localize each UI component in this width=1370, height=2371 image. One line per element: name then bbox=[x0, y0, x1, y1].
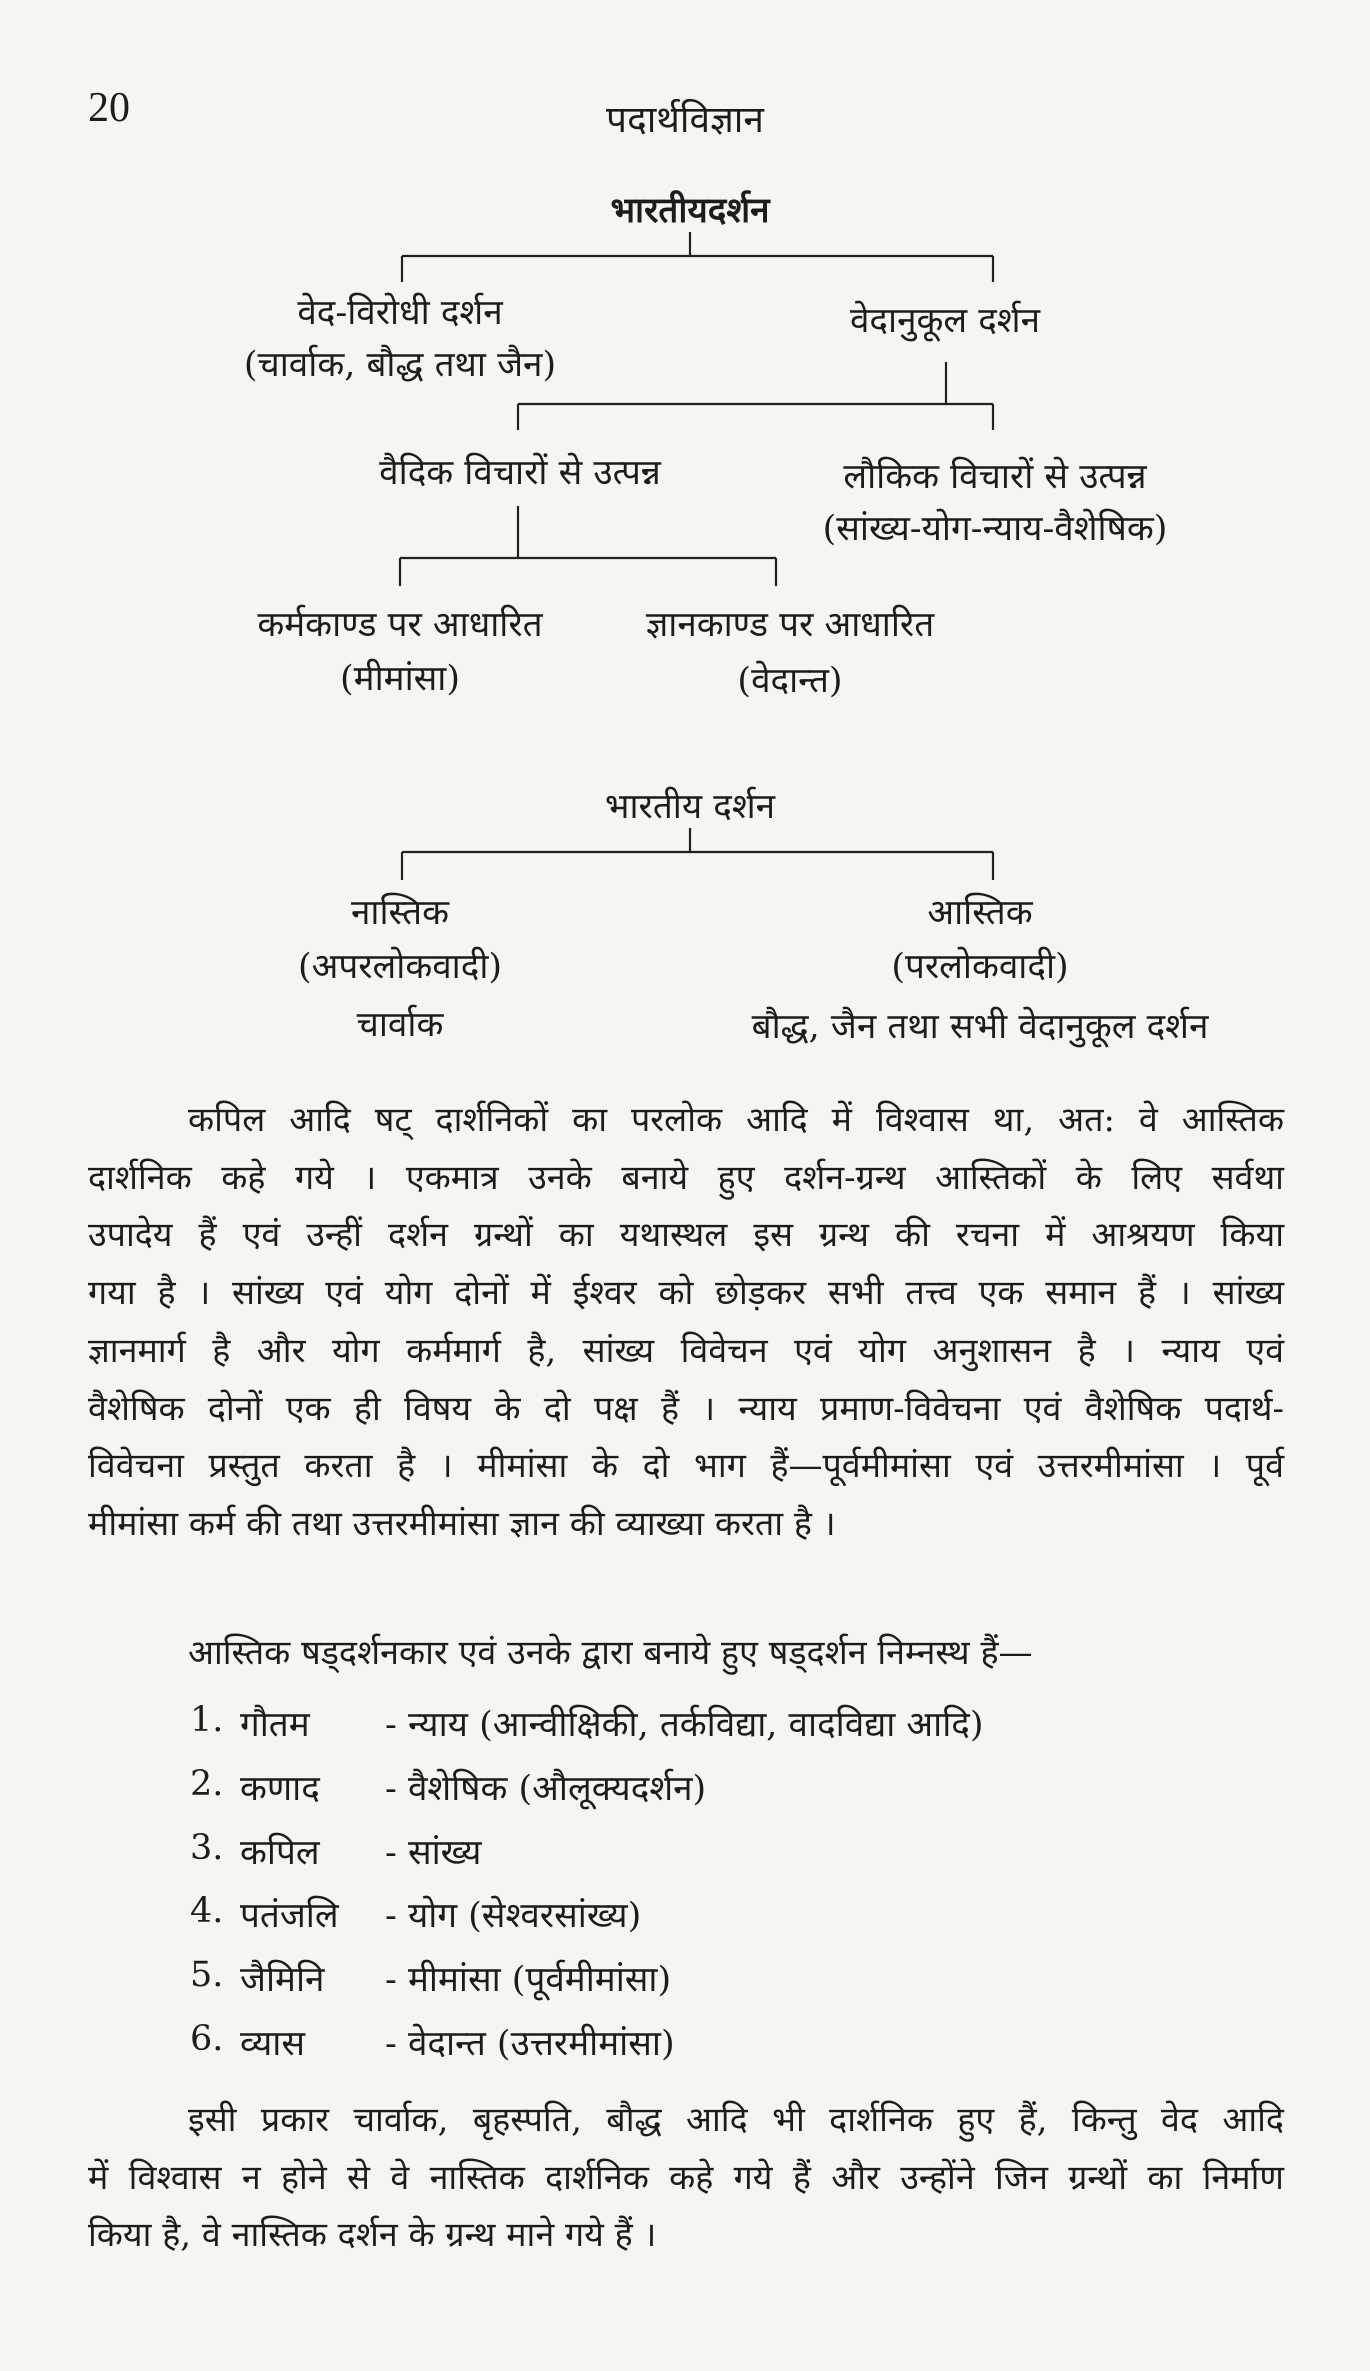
list-item-number: 6. bbox=[190, 2018, 224, 2059]
paragraph-line: इसी प्रकार चार्वाक, बृहस्पति, बौद्ध आदि भी दार्शनिक हुए हैं, किन्तु वेद आदि bbox=[188, 2100, 1284, 2140]
tree1-jnana-title: ज्ञानकाण्ड पर आधारित bbox=[645, 605, 935, 645]
tree1-karma-sub: (मीमांसा) bbox=[339, 659, 461, 699]
list-item-number: 1. bbox=[190, 1700, 224, 1740]
list-item-name: कपिल bbox=[240, 1832, 320, 1873]
paragraph-2 bbox=[88, 2092, 1284, 2265]
tree2-right-title: आस्तिक bbox=[927, 893, 1033, 933]
list-item-work: - वेदान्त (उत्तरमीमांसा) bbox=[385, 2023, 675, 2064]
paragraph-line: विवेचना प्रस्तुत करता है । मीमांसा के दो भाग हैं—पूर्वमीमांसा एवं उत्तरमीमांसा । पूर्व bbox=[88, 1446, 1284, 1487]
paragraph-line: मीमांसा कर्म की तथा उत्तरमीमांसा ज्ञान की व्याख्या करता है । bbox=[88, 1503, 836, 1544]
tree1-laukik-title: लौकिक विचारों से उत्पन्न bbox=[843, 457, 1147, 497]
list-item-name: गौतम bbox=[240, 1705, 310, 1745]
tree2-root: भारतीय दर्शन bbox=[604, 787, 776, 827]
paragraph-line: कपिल आदि षट् दार्शनिकों का परलोक आदि में विश्वास था, अत: वे आस्तिक bbox=[188, 1100, 1284, 1140]
tree1-left-title: वेद-विरोधी दर्शन bbox=[297, 293, 503, 333]
list-item-number: 5. bbox=[190, 1955, 224, 1996]
paragraph-line: उपादेय हैं एवं उन्हीं दर्शन ग्रन्थों का यथास्थल इस ग्रन्थ की रचना में आश्रयण किया bbox=[88, 1215, 1284, 1256]
list-intro-line: आस्तिक षड्दर्शनकार एवं उनके द्वारा बनाये हुए षड्दर्शन निम्नस्थ हैं— bbox=[188, 1633, 1033, 1673]
list-item-work: - न्याय (आन्वीक्षिकी, तर्कविद्या, वादविद्या आदि) bbox=[385, 1705, 984, 1745]
tree2-right-sub: (परलोकवादी) bbox=[891, 947, 1069, 987]
tree1-jnana-sub: (वेदान्त) bbox=[737, 661, 843, 701]
tree2-left-sub: (अपरलोकवादी) bbox=[297, 947, 503, 987]
tree2-right-examples: बौद्ध, जैन तथा सभी वेदानुकूल दर्शन bbox=[751, 1007, 1209, 1047]
list-item-number: 4. bbox=[190, 1891, 224, 1932]
list-item-number: 2. bbox=[190, 1763, 224, 1804]
tree1-karma-title: कर्मकाण्ड पर आधारित bbox=[257, 605, 543, 645]
paragraph-line: वैशेषिक दोनों एक ही विषय के दो पक्ष हैं । न्याय प्रमाण-विवेचना एवं वैशेषिक पदार्थ- bbox=[88, 1388, 1284, 1429]
paragraph-1 bbox=[88, 1092, 1284, 1554]
paragraph-line: में विश्वास न होने से वे नास्तिक दार्शनिक कहे गये हैं और उन्होंने जिन ग्रन्थों का निर्माण bbox=[88, 2157, 1284, 2198]
list-item-work: - योग (सेश्वरसांख्य) bbox=[385, 1896, 642, 1937]
list-item-work: - वैशेषिक (औलूक्यदर्शन) bbox=[385, 1768, 707, 1809]
tree2-left-examples: चार्वाक bbox=[356, 1005, 444, 1045]
list-item-name: पतंजलि bbox=[240, 1896, 339, 1937]
tree1-laukik-sub: (सांख्य-योग-न्याय-वैशेषिक) bbox=[822, 509, 1168, 549]
list-item-work: - मीमांसा (पूर्वमीमांसा) bbox=[385, 1960, 672, 2001]
page-number: 20 bbox=[88, 85, 130, 131]
list-intro bbox=[88, 1625, 1284, 1683]
list-item-work: - सांख्य bbox=[385, 1832, 482, 1873]
list-item-number: 3. bbox=[190, 1827, 224, 1868]
paragraph-line: गया है । सांख्य एवं योग दोनों में ईश्वर को छोड़कर सभी तत्त्व एक समान हैं । सांख्य bbox=[88, 1273, 1284, 1314]
tree2-left-title: नास्तिक bbox=[350, 893, 449, 933]
list-item-name: व्यास bbox=[240, 2023, 305, 2064]
paragraph-line: दार्शनिक कहे गये । एकमात्र उनके बनाये हुए दर्शन-ग्रन्थ आस्तिकों के लिए सर्वथा bbox=[88, 1157, 1284, 1198]
tree1-right-title: वेदानुकूल दर्शन bbox=[849, 301, 1041, 341]
running-title: पदार्थविज्ञान bbox=[606, 98, 764, 141]
tree1-left-sub: (चार्वाक, बौद्ध तथा जैन) bbox=[243, 345, 557, 385]
tree1-root: भारतीयदर्शन bbox=[610, 190, 770, 231]
paragraph-line: ज्ञानमार्ग है और योग कर्ममार्ग है, सांख्य विवेचन एवं योग अनुशासन है । न्याय एवं bbox=[88, 1330, 1284, 1371]
tree1-vedic-title: वैदिक विचारों से उत्पन्न bbox=[379, 453, 661, 493]
list-item-name: जैमिनि bbox=[240, 1960, 325, 2001]
list-item-name: कणाद bbox=[240, 1768, 320, 1809]
paragraph-line: किया है, वे नास्तिक दर्शन के ग्रन्थ माने गये हैं । bbox=[88, 2215, 657, 2256]
